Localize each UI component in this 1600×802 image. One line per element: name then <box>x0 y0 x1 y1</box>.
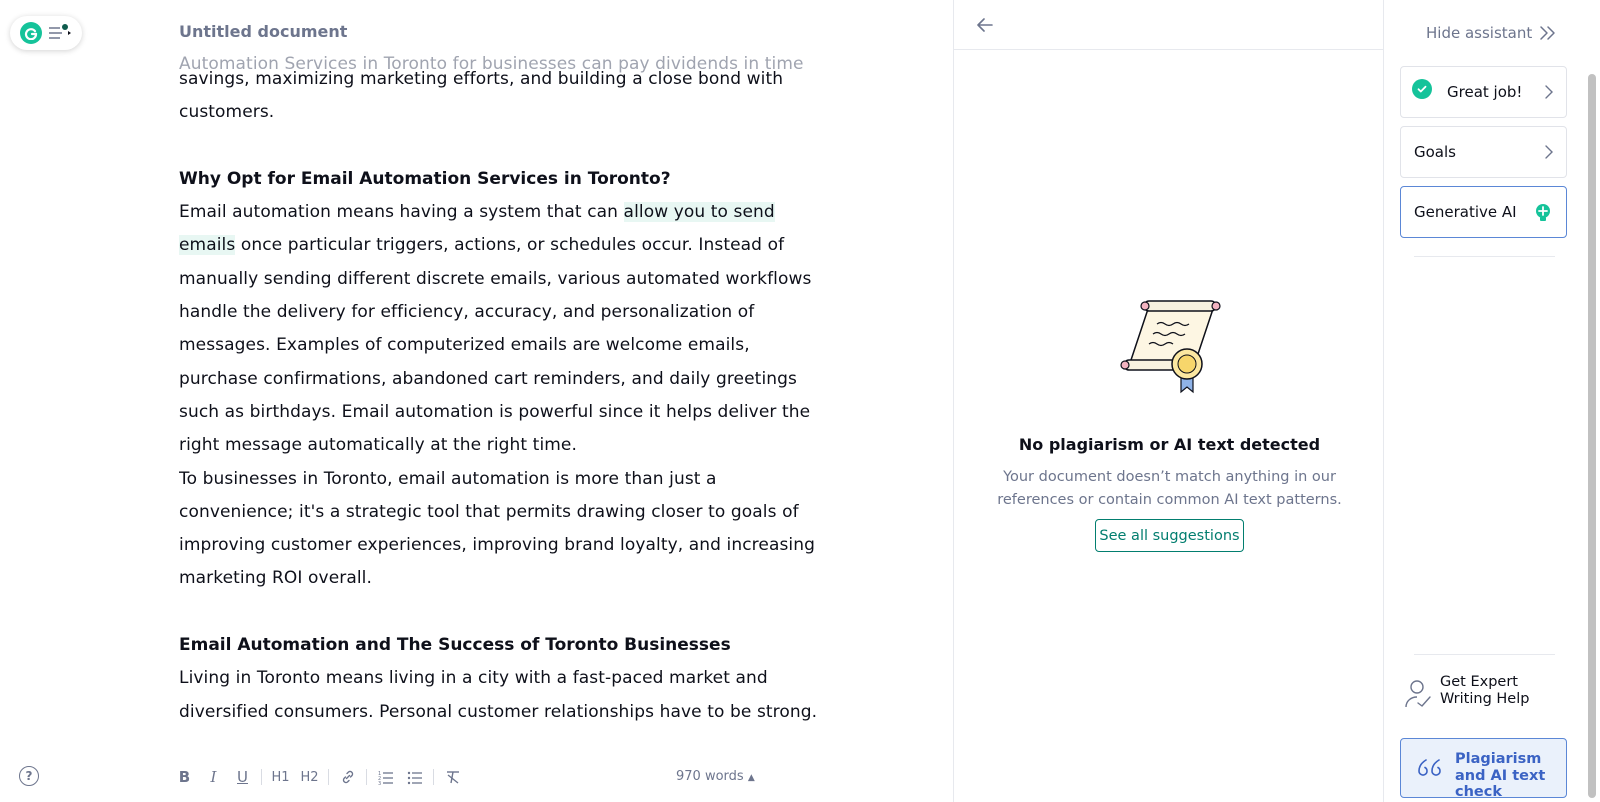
numbered-list-button[interactable] <box>371 762 400 792</box>
bullet-list-icon <box>407 769 423 785</box>
scrollbar-thumb[interactable] <box>1588 74 1596 798</box>
expert-help-button[interactable] <box>1400 670 1567 718</box>
svg-text:3: 3 <box>377 781 381 785</box>
paragraph <box>179 196 819 462</box>
formatting-toolbar <box>170 762 467 792</box>
sidebar-divider <box>1414 256 1555 257</box>
expert-person-icon <box>1404 679 1432 709</box>
help-button[interactable]: ? <box>19 766 39 786</box>
toolbar-divider <box>261 769 262 785</box>
section-heading: Email Automation and The Success of Toronto Businesses <box>179 635 731 656</box>
link-button[interactable] <box>333 762 362 792</box>
menu-lines-icon <box>48 23 72 43</box>
grammarly-logo-icon <box>20 22 42 44</box>
chevron-right-icon <box>1544 84 1554 100</box>
paragraph: To businesses in Toronto, email automation is more than just a convenience; it's a strategic tool that permits drawing closer to goals of improving customer experiences, improving brand loyalty, and increasing marketing ROI overall. <box>179 468 816 589</box>
toolbar-divider <box>328 769 329 785</box>
paragraph-text: once particular triggers, actions, or schedules occur. Instead of manually sending different discrete emails, various automated workflows handle the delivery for efficiency, accuracy, and personalization of messages. Examples of computerized emails are welcome emails, purchase confirmations, abandoned cart reminders, and daily greetings such as birthdays. Email automation is powerful since it helps deliver the right message automatically at the right time. <box>179 235 812 456</box>
sidebar-divider <box>1414 654 1555 655</box>
italic-button[interactable]: I <box>210 768 217 786</box>
highlighted-suggestion[interactable]: allow you to send emails <box>179 202 775 256</box>
see-all-suggestions-button[interactable]: See all suggestions <box>1095 519 1244 552</box>
generative-ai-card[interactable] <box>1400 186 1567 238</box>
toolbar-divider <box>433 769 434 785</box>
link-icon <box>340 769 356 785</box>
clear-formatting-icon <box>445 769 461 785</box>
check-icon <box>1412 79 1432 99</box>
document-editor[interactable] <box>179 46 819 742</box>
grammarly-widget[interactable] <box>10 16 82 50</box>
faded-line: Automation Services in Toronto for businesses can pay dividends in time <box>179 54 804 74</box>
svg-text:1: 1 <box>377 771 381 777</box>
svg-text:2: 2 <box>377 776 381 782</box>
goals-card[interactable] <box>1400 126 1567 178</box>
document-title[interactable]: Untitled document <box>179 22 348 41</box>
section-heading: Why Opt for Email Automation Services in Toronto? <box>179 168 671 189</box>
paragraph: Living in Toronto means living in a city with a fast-paced market and diversified consumers. Personal customer relationships have to be strong. <box>179 668 818 722</box>
goals-label: Goals <box>1414 143 1456 161</box>
page-scrollbar[interactable] <box>1584 0 1600 802</box>
hide-assistant-label: Hide assistant <box>1426 24 1533 42</box>
bold-button[interactable]: B <box>178 768 191 786</box>
chevron-right-icon <box>1544 144 1554 160</box>
caret-up-icon: ▲ <box>747 773 755 783</box>
back-button[interactable] <box>974 14 996 36</box>
certificate-scroll-icon <box>1119 296 1229 406</box>
plagiarism-panel <box>953 0 1384 802</box>
double-chevron-right-icon <box>1538 25 1558 41</box>
word-count-label: 970 words <box>676 769 744 784</box>
plagiarism-check-label: Plagiarism and AI text check <box>1455 751 1546 800</box>
heading2-button[interactable]: H2 <box>300 769 319 785</box>
toolbar-divider <box>366 769 367 785</box>
panel-header <box>954 0 1383 50</box>
expert-help-label: Get Expert Writing Help <box>1440 674 1530 707</box>
underline-button[interactable]: U <box>237 768 248 786</box>
numbered-list-icon <box>378 769 394 785</box>
quote-icon <box>1417 757 1443 779</box>
bullet-list-button[interactable] <box>400 762 429 792</box>
plagiarism-check-button[interactable] <box>1400 738 1567 798</box>
great-job-card[interactable] <box>1400 66 1567 118</box>
arrow-left-icon <box>977 18 993 32</box>
result-description: Your document doesn’t match anything in our references or contain common AI text patterns. <box>997 469 1342 508</box>
paragraph: savings, maximizing marketing efforts, and building a close bond with customers. <box>179 69 784 123</box>
word-count[interactable] <box>676 769 755 784</box>
heading1-button[interactable]: H1 <box>271 769 290 785</box>
assistant-sidebar <box>1384 0 1584 802</box>
lightbulb-icon <box>1534 203 1552 223</box>
generative-ai-label: Generative AI <box>1414 203 1517 221</box>
great-job-label: Great job! <box>1447 83 1523 101</box>
hide-assistant-button[interactable] <box>1426 24 1558 42</box>
result-title: No plagiarism or AI text detected <box>1018 435 1321 454</box>
paragraph-text: Email automation means having a system that can <box>179 202 624 223</box>
clear-formatting-button[interactable] <box>438 762 467 792</box>
